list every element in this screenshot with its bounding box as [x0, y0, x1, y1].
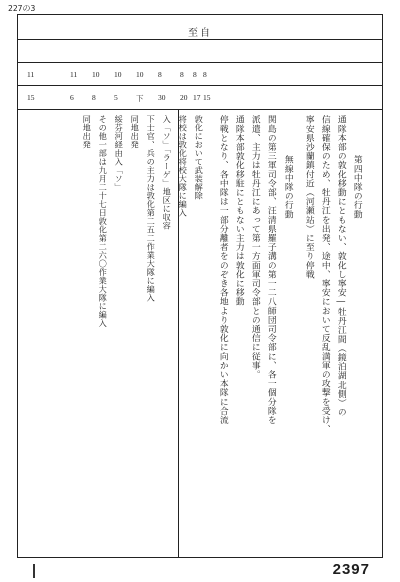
date-top-cell: 8: [158, 70, 162, 79]
body-text-column: 同地出発: [130, 115, 141, 149]
date-bottom-cell: 20: [180, 93, 188, 102]
body-text-column: 関島の第三軍司令部、汪清県羅子溝の第一二八師団司令部に、各一個分隊を: [265, 115, 276, 425]
body-text-column: 通隊本部敦化移駐にともない主力は敦化に移動: [233, 115, 244, 307]
body-text-column: 将校は敦化将校大隊に編入: [178, 115, 189, 217]
date-bottom-cell: 15: [27, 93, 35, 102]
date-bottom-cell: 17: [193, 93, 201, 102]
date-row-divider-bottom: [18, 109, 382, 110]
body-text-column: 入「ソ」「ラーゲ」地区に収容: [162, 115, 173, 230]
date-top-cell: 8: [180, 70, 184, 79]
body-text-column: 同地出発: [82, 115, 93, 149]
section-heading: 第四中隊の行動: [351, 155, 362, 219]
date-bottom-cell: 15: [203, 93, 211, 102]
date-bottom-cell: 6: [70, 93, 74, 102]
date-top-cell: 8: [203, 70, 207, 79]
page-number: 2397: [332, 561, 370, 578]
document-table-frame: [17, 14, 383, 558]
date-top-cell: 8: [193, 70, 197, 79]
date-top-cell: 11: [27, 70, 35, 79]
date-bottom-cell: 5: [114, 93, 118, 102]
date-row-divider-middle: [18, 85, 382, 86]
header-title: 至自: [188, 28, 212, 39]
date-top-cell: 11: [70, 70, 78, 79]
date-bottom-cell: 下: [136, 94, 144, 103]
date-top-cell: 10: [136, 70, 144, 79]
date-top-cell: 10: [92, 70, 100, 79]
date-row-divider-top: [18, 62, 382, 63]
body-text-column: 派遣、主力は牡丹江にあって第一方面軍司令部との通信に従事。: [249, 115, 260, 379]
body-text-column: 信線確保のため、牡丹江を出発、途中、寧安において反乱満軍の攻撃を受け、: [319, 115, 330, 434]
date-bottom-cell: 8: [92, 93, 96, 102]
document-reference-label: 227の3: [8, 4, 36, 13]
body-text-column: 敦化において武装解除: [194, 115, 205, 200]
body-text-column: その他一部は九月二十七日敦化第二六〇作業大隊に編入: [98, 115, 109, 328]
date-bottom-cell: 30: [158, 93, 166, 102]
body-text-column: 停戦となり、各中隊は一部分離者をのぞき各地より敦化に向かい本隊に合流: [217, 115, 228, 425]
section-heading: 無線中隊の行動: [282, 155, 293, 219]
body-text-column: 寧安県沙蘭鎮付近（河瀬站）に至り停戦: [303, 115, 314, 279]
margin-mark: [33, 564, 35, 578]
header-divider: [18, 39, 382, 40]
body-text-column: 下士官、兵の主力は敦化第二五二作業大隊に編入: [146, 115, 157, 302]
body-text-column: 綏芬河経由入「ソ」: [114, 115, 125, 192]
body-text-column: 通隊本部の敦化移動にともない、敦化し寧安―牡丹江間（鏡泊湖北側）の: [335, 115, 346, 417]
date-top-cell: 10: [114, 70, 122, 79]
